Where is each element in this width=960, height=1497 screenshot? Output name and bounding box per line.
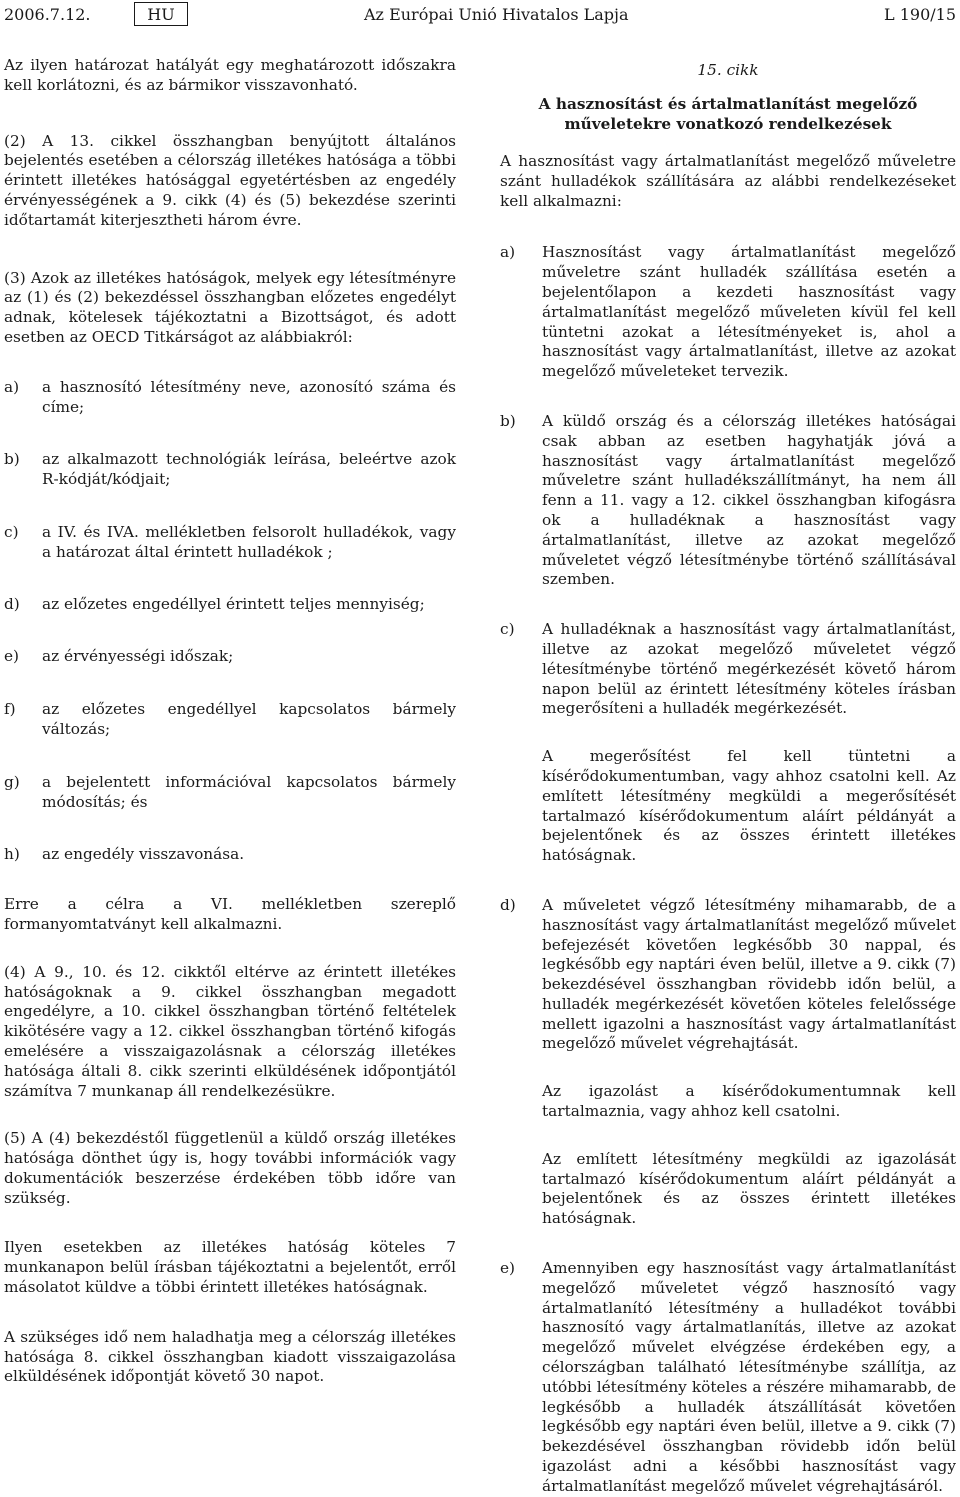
paragraph: A hasznosítást vagy ártalmatlanítást megelőző műveletre szánt hulladékok szállítására az alábbi rendelkezéseket kell alkalmazni: bbox=[500, 152, 956, 210]
left-column bbox=[4, 56, 456, 1387]
list-item bbox=[500, 243, 956, 382]
list-item-label: h) bbox=[4, 845, 20, 864]
list-item-text: az alkalmazott technológiák leírása, beleértve azok R-kódját/kódjait; bbox=[42, 450, 456, 489]
list-item-label: a) bbox=[500, 243, 516, 262]
list-item-label: c) bbox=[4, 522, 19, 541]
list-item-text: az előzetes engedéllyel kapcsolatos bármely változás; bbox=[42, 700, 456, 738]
paragraph: Erre a célra a VI. mellékletben szereplő formanyomtatványt kell alkalmazni. bbox=[4, 895, 456, 933]
list-item bbox=[500, 896, 956, 1054]
list-item-text: A küldő ország és a célország illetékes hatóságai csak abban az esetben hagyhatják jóvá a hasznosítást vagy ártalmatlanítást megelőző műveletre szánt hulladékszállítmányt, ha nem áll fenn a 11. vagy a 12. cikkel összhangban kifogásra ok a hulladéknak a hasznosítást vagy ártalmatlanítást, illetve az azokat megelőző műveletet végző létesítménybe történő szállításával szemben. bbox=[542, 411, 956, 589]
list-item bbox=[4, 647, 456, 667]
list-item-text: a hasznosító létesítmény neve, azonosító száma és címe; bbox=[42, 377, 456, 416]
list-item-label: d) bbox=[4, 594, 20, 613]
list-item bbox=[500, 1259, 956, 1497]
paragraph: A megerősítést fel kell tüntetni a kísérődokumentumban, vagy ahhoz csatolni kell. Az említett létesítmény megküldi a megerősítését tartalmazó kísérődokumentum aláírt példányát a bejelentőnek és az összes érintett illetékes hatóságnak. bbox=[542, 747, 956, 865]
list-item-label: d) bbox=[500, 895, 516, 914]
list-item bbox=[4, 523, 456, 563]
list-item bbox=[4, 700, 456, 740]
page-number: L 190/15 bbox=[884, 5, 956, 24]
paragraph: (3) Azok az illetékes hatóságok, melyek egy létesítményre az (1) és (2) bekezdéssel összhangban előzetes engedélyt adnak, kötelesek tájékoztatni a Bizottságot, és adott esetben az OECD Titkárságot az alábbiakról: bbox=[4, 268, 456, 346]
list-item-label: e) bbox=[4, 647, 20, 666]
list-item-label: c) bbox=[500, 620, 515, 639]
list-item-text: Hasznosítást vagy ártalmatlanítást megelőző műveletre szánt hulladék szállítása esetén a bejelentőlapon a kezdeti hasznosítást vagy ártalmatlanítást megelőző műveleten kívül fel kell tüntetni azokat a létesítményeket is, ahol a hasznosítást vagy ártalmatlanítást, illetve az azokat megelőző műveleteket tervezik. bbox=[542, 243, 956, 381]
list-item-label: b) bbox=[500, 411, 516, 430]
paragraph: Az említett létesítmény megküldi az igazolását tartalmazó kísérődokumentum aláírt példányát a bejelentőnek és az összes érintett illetékes hatóságnak. bbox=[542, 1149, 956, 1228]
list-item-text: A műveletet végző létesítmény mihamarabb, de a hasznosítást vagy ártalmatlanítást megelőző művelet befejezését követően legkésőbb 30 nappal, és legkésőbb egy naptári éven belül, illetve a 9. cikk (7) bekezdésével összhangban rövidebb időn belül, a hulladék megérkezését követően köteles felelőssége mellett igazolni a hasznosítást vagy ártalmatlanítást megelőző művelet végrehajtását. bbox=[542, 895, 956, 1053]
list-item bbox=[500, 412, 956, 590]
list-item-label: f) bbox=[4, 700, 16, 719]
page-header bbox=[0, 0, 960, 34]
list-item bbox=[4, 595, 456, 615]
list-item-text: az engedély visszavonása. bbox=[42, 845, 245, 864]
paragraph: (4) A 9., 10. és 12. cikktől eltérve az érintett illetékes hatóságoknak a 9. cikkel összhangban megadott engedélyre, a 10. cikkel összhangban történő feltételek kikötésére vagy a 12. cikkel összhangban történő kifogás emelésére a visszaigazolásnak a célország illetékes hatósága általi 8. cikk szerinti elküldésének időpontjától számítva 7 munkanap áll rendelkezésükre. bbox=[4, 962, 456, 1100]
list-item-text: a IV. és IVA. mellékletben felsorolt hulladékok, vagy a határozat által érintett hulladékok ; bbox=[42, 522, 456, 561]
list-item bbox=[4, 845, 456, 865]
article-title: A hasznosítást és ártalmatlanítást megelőző műveletekre vonatkozó rendelkezések bbox=[538, 95, 918, 133]
list-item-text: a bejelentett információval kapcsolatos bármely módosítás; és bbox=[42, 772, 456, 811]
list-item bbox=[4, 773, 456, 813]
list-item bbox=[500, 620, 956, 719]
paragraph: (5) A (4) bekezdéstől függetlenül a küldő ország illetékes hatósága dönthet úgy is, hogy további információk vagy dokumentációk beszerzése érdekében több időre van szükség. bbox=[4, 1129, 456, 1207]
paragraph: Az igazolást a kísérődokumentumnak kell tartalmaznia, vagy ahhoz kell csatolni. bbox=[542, 1082, 956, 1121]
journal-title: Az Európai Unió Hivatalos Lapja bbox=[364, 5, 629, 24]
list-item-label: b) bbox=[4, 450, 20, 469]
list-item-text: az előzetes engedéllyel érintett teljes mennyiség; bbox=[42, 594, 425, 613]
publication-date: 2006.7.12. bbox=[4, 5, 91, 24]
language-badge: HU bbox=[134, 2, 188, 26]
paragraph: (2) A 13. cikkel összhangban benyújtott általános bejelentés esetében a célország illetékes hatósága a többi érintett illetékes hatósággal egyetértésben az engedély érvényességének a 9. cikk (4) és (5) bekezdése szerinti időtartamát kiterjesztheti három évre. bbox=[4, 131, 456, 229]
list-item-text: Amennyiben egy hasznosítást vagy ártalmatlanítást megelőző műveletet végző hasznosító vagy ártalmatlanító létesítmény a hulladékot további hasznosító vagy ártalmatlanítás, illetve az azokat megelőző művelet elvégzése érdekében egy, a célországban található létesítménybe szállítja, az utóbbi létesítmény köteles a részére mihamarabb, de legkésőbb a hulladék átszállítását követően legkésőbb egy naptári éven belül, illetve a 9. cikk (7) bekezdésével összhangban rövidebb időn belül igazolást adni a későbbi hasznosítást vagy ártalmatlanítást megelőző művelet végrehajtásáról. bbox=[542, 1259, 956, 1495]
list-item-text: az érvényességi időszak; bbox=[42, 647, 234, 666]
list-item-label: a) bbox=[4, 377, 20, 396]
list-item-label: g) bbox=[4, 772, 20, 791]
paragraph: Az ilyen határozat hatályát egy meghatározott időszakra kell korlátozni, és az bármikor visszavonható. bbox=[4, 56, 456, 94]
paragraph: Ilyen esetekben az illetékes hatóság köteles 7 munkanapon belül írásban tájékoztatni a bejelentőt, erről másolatot küldve a többi érintett illetékes hatóságnak. bbox=[4, 1238, 456, 1297]
article-number: 15. cikk bbox=[697, 61, 759, 79]
paragraph: A szükséges idő nem haladhatja meg a célország illetékes hatósága 8. cikkel összhangban kiadott visszaigazolása elküldésének időpontját követő 30 napot. bbox=[4, 1327, 456, 1386]
list-item bbox=[4, 450, 456, 490]
list-item-text: A hulladéknak a hasznosítást vagy ártalmatlanítást, illetve az azokat megelőző műveletet végző létesítménybe történő megérkezését követő három napon belül az érintett létesítmény köteles írásban megerősíteni a hulladék megérkezését. bbox=[542, 620, 956, 718]
list-item bbox=[4, 378, 456, 418]
right-column bbox=[500, 56, 956, 1497]
list-item-label: e) bbox=[500, 1259, 516, 1278]
